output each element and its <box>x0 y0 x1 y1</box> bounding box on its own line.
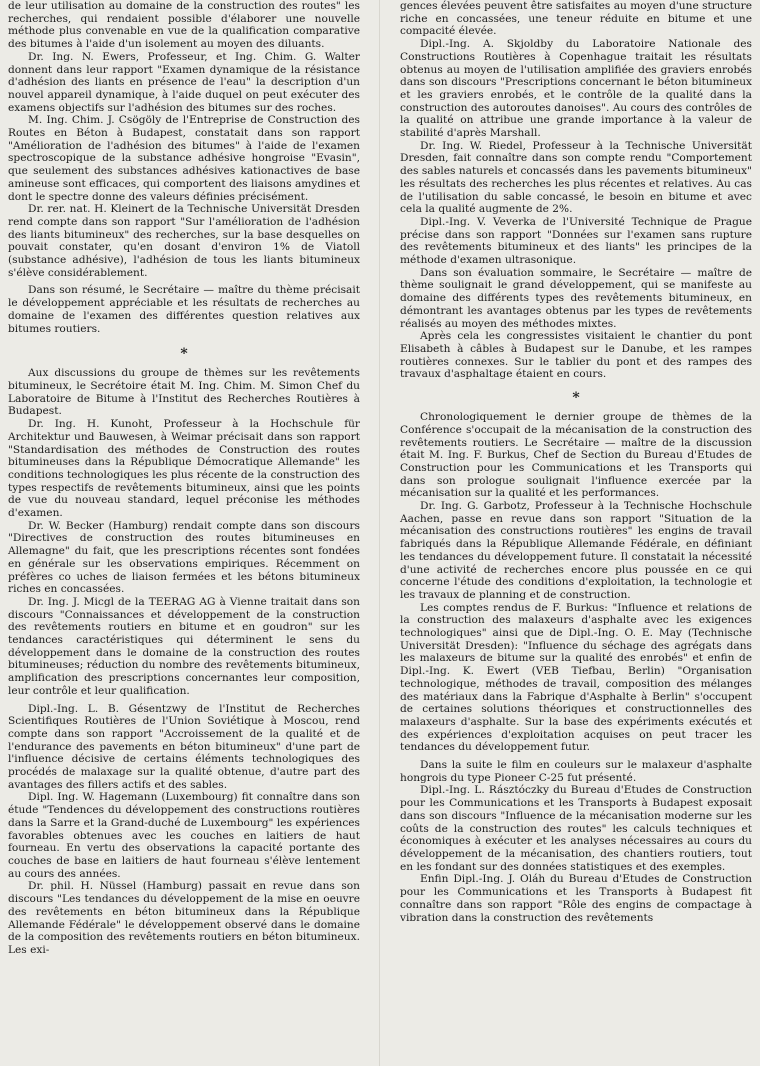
paragraph: Dr. W. Becker (Hamburg) rendait compte dans son discours "Directives de construction des routes bitumineuses en Allemagne" du fait, que les prescriptions récentes sont fondées en générale sur les observations empiriques. Récemment on préfères co uches de liaison fermées et les bétons bitumineux riches en concassées. <box>8 519 360 596</box>
paragraph: de leur utilisation au domaine de la construction des routes" les recherches, qui rendaient possible d'élaborer une nouvelle méthode plus convenable en vue de la qualification comparative des bitumes à l'aide d'un isolement au moyen des diluants. <box>8 0 360 51</box>
paragraph: Aux discussions du groupe de thèmes sur les revêtements bitumineux, le Secrétoire était M. Ing. Chim. M. Simon Chef du Laboratoire de Bitume à l'Institut des Recherches Routières à Budapest. <box>8 367 360 418</box>
paragraph: Dipl.-Ing. L. Rásztóczky du Bureau d'Etudes de Construction pour les Communications et les Transports à Budapest exposait dans son discours "Influence de la mécanisation moderne sur les coûts de la construction des routes" les calculs techniques et économiques à exécuter et les analyses nécessaires au cours du développement de la mécanisation, des chantiers routiers, tout en les fondant sur des données statistiques et des exemples. <box>400 784 752 873</box>
paragraph: Dipl.-Ing. L. B. Gésentzwy de l'Institut de Recherches Scientifiques Routières de l'Union Soviétique à Moscou, rend compte dans son rapport "Accroissement de la qualité et de l'endurance des pavements en béton bitumineux" d'une part de l'influence décisive de certains éléments technologiques des procédés de malaxage sur la qualité obtenue, d'autre part des avantages des fillers actifs et des sables. <box>8 702 360 791</box>
paragraph: Après cela les congressistes visitaient le chantier du pont Elisabeth à câbles à Budapest sur le Danube, et les rampes routières connexes. Sur le tablier du pont et des rampes des travaux d'asphaltage étaient en cours. <box>400 330 752 381</box>
paragraph: Enfin Dipl.-Ing. J. Oláh du Bureau d'Etudes de Construction pour les Communications et les Transports à Budapest fit connaître dans son rapport "Rôle des engins de compactage à vibration dans la construction des revêtements <box>400 873 752 924</box>
paragraph: Dr. Ing. W. Riedel, Professeur à la Technische Universität Dresden, fait connaître dans son compte rendu "Comportement des sables naturels et concassés dans les pavements bitumineux" les résultats des recherches les plus récentes et relatives. Au cas de l'utilisation du sable concassé, le besoin en bitume et avec cela la qualité augmente de 2%. <box>400 139 752 216</box>
paragraph: Dipl.-Ing. V. Veverka de l'Université Technique de Prague précise dans son rapport "Données sur l'examen sans rupture des revêtements bitumineux et des liants" les principes de la méthode d'examen ultrasonique. <box>400 215 752 267</box>
paragraph: gences élevées peuvent être satisfaites au moyen d'une structure riche en concassées, une teneur réduite en bitume et une compacité élevée. <box>400 0 753 38</box>
paragraph: Dipl. Ing. W. Hagemann (Luxembourg) fit connaître dans son étude "Tendences du développement des constructions routières dans la Sarre et la Grand-duché de Luxembourg" les expériences favorables obtenues avec les couches en laitiers de haut fourneau. En vertu des observations la capacité portante des couches de base en laitiers de haut fourneau s'élève lentement au cours des années. <box>8 791 360 880</box>
paragraph: Dr. rer. nat. H. Kleinert de la Technische Universität Dresden rend compte dans son rapport "Sur l'amélioration de l'adhésion des liants bitumineux" des recherches, sur la base desquelles on pouvait constater, qu'en dosant d'environ 1% de Viatoll (substance adhésive), l'adhésion de tous les liants bitumineux s'élève considérablement. <box>8 203 360 279</box>
paragraph: Dans son évaluation sommaire, le Secrétaire — maître de thème soulignait le grand développement, qui se manifeste au domaine des différents types des revêtements bitumineux, en démontrant les avantages obtenus par les types de revêtements réalisés au moyen des méthodes mixtes. <box>400 266 752 330</box>
section-separator: * <box>180 346 188 363</box>
paragraph: Dr. Ing. G. Garbotz, Professeur à la Technische Hochschule Aachen, passe en revue dans son rapport "Situation de la mécanisation des constructions routières" les engins de travail fabriqués dans la République Allemande Fédérale, en définiant les tendances du développement future. Il constatait la nécessité d'une activité de recherches encore plus poussée en ce qui concerne l'étude des conditions d'exploitation, la technologie et les travaux de planning et de construction. <box>400 500 752 601</box>
paragraph: Dipl.-Ing. A. Skjoldby du Laboratoire Nationale des Constructions Routières à Copenhague traitait les résultats obtenus au moyen de l'utilisation amplifiée des graviers enrobés dans son discours "Prescriptions concernant le béton bitumineux et les graviers enrobés, et le contrôle de la qualité dans la construction des autoroutes danoises". Au cours des contrôles de la qualité on attribue une grande importance à la valeur de stabilité d'après Marshall. <box>400 38 752 140</box>
paragraph: Dr. Ing. J. Micgl de la TEERAG AG à Vienne traitait dans son discours "Connaissances et développement de la construction des revêtements routiers en bitume et en goudron" sur les tendances caractéristiques qui déterminent le sens du développement dans le domaine de la construction des routes bitumineuses; réduction du nombre des revêtements bitumineux, amplification des prescriptions concernantes leur composition, leur contrôle et leur qualification. <box>8 595 360 697</box>
section-separator: * <box>572 390 580 407</box>
paragraph: Dr. Ing. H. Kunoht, Professeur à la Hochschule für Architektur und Bauwesen, à Weimar précisait dans son rapport "Standardisation des méthodes de Construction des routes bitumineuses dans la République Démocratique Allemande" les conditions technologiques les plus récente de la construction des types respectifs de revêtements bitumineux, ainsi que les points de vue du nouveau standard, lequel préconise les méthodes d'examen. <box>8 418 360 520</box>
paragraph: Dans son résumé, le Secrétaire — maître du thème précisait le développement appréciable et les résultats de recherches au domaine de l'examen des différentes question relatives aux bitumes routiers. <box>8 284 360 335</box>
paragraph: M. Ing. Chim. J. Csögöly de l'Entreprise de Construction des Routes en Béton à Budapest, constatait dans son rapport "Amélioration de l'adhésion des bitumes" à l'aide de l'examen spectroscopique de la substance adhésive hongroise "Evasin", que seulement des substances adhésives kationactives de base amineuse sont efficaces, qui comportent des liaisons amydines et dont le spectre donne des valeurs définies précisément. <box>8 114 360 203</box>
paragraph: Dans la suite le film en couleurs sur le malaxeur d'asphalte hongrois du type Pioneer C-25 fut présenté. <box>400 759 752 784</box>
paragraph: Les comptes rendus de F. Burkus: "Influence et relations de la construction des malaxeurs d'asphalte avec les exigences technologiques" ainsi que de Dipl.-Ing. O. E. May (Technische Universität Dresden): "Influence du séchage des agrégats dans les malaxeurs de bitume sur la qualité des enrobés" et enfin de Dipl.-Ing. K. Ewert (VEB Tiefbau, Berlin) "Organisation technologique, méthodes de travail, composition des mélanges des matériaux dans la Fabrique d'Asphalte à Berlin" s'occupent de certaines solutions théoriques et constructionnelles des malaxeurs d'asphalte. Sur la base des expériments exécutés et des expériences d'exploitation acquises on peut tracer les tendances du développement futur. <box>400 601 752 754</box>
paragraph: Dr. Ing. N. Ewers, Professeur, et Ing. Chim. G. Walter donnent dans leur rapport "Examen dynamique de la résistance d'adhésion des liants en présence de l'eau" la description d'un nouvel appareil dynamique, à l'aide duquel on peut exécuter des examens objectifs sur l'adhésion des bitumes sur des roches. <box>8 50 360 114</box>
left-column <box>8 0 360 957</box>
paragraph: Chronologiquement le dernier groupe de thèmes de la Conférence s'occupait de la mécanisation de la construction des revêtements routiers. Le Secrétaire — maître de la discussion était M. Ing. F. Burkus, Chef de Section du Bureau d'Etudes de Construction pour les Communications et les Transports qui dans son prologue soulignait l'influence exercée par la mécanisation sur la qualité et les performances. <box>400 411 752 500</box>
column-gutter <box>379 0 380 1066</box>
paragraph: Dr. phil. H. Nüssel (Hamburg) passait en revue dans son discours "Les tendances du développement de la mise en oeuvre des revêtements en béton bitumineux dans la République Allemande Fédérale" le développement observé dans le domaine de la composition des revêtements routiers en béton bitumineux. Les exi- <box>8 880 360 956</box>
right-column <box>400 0 752 924</box>
